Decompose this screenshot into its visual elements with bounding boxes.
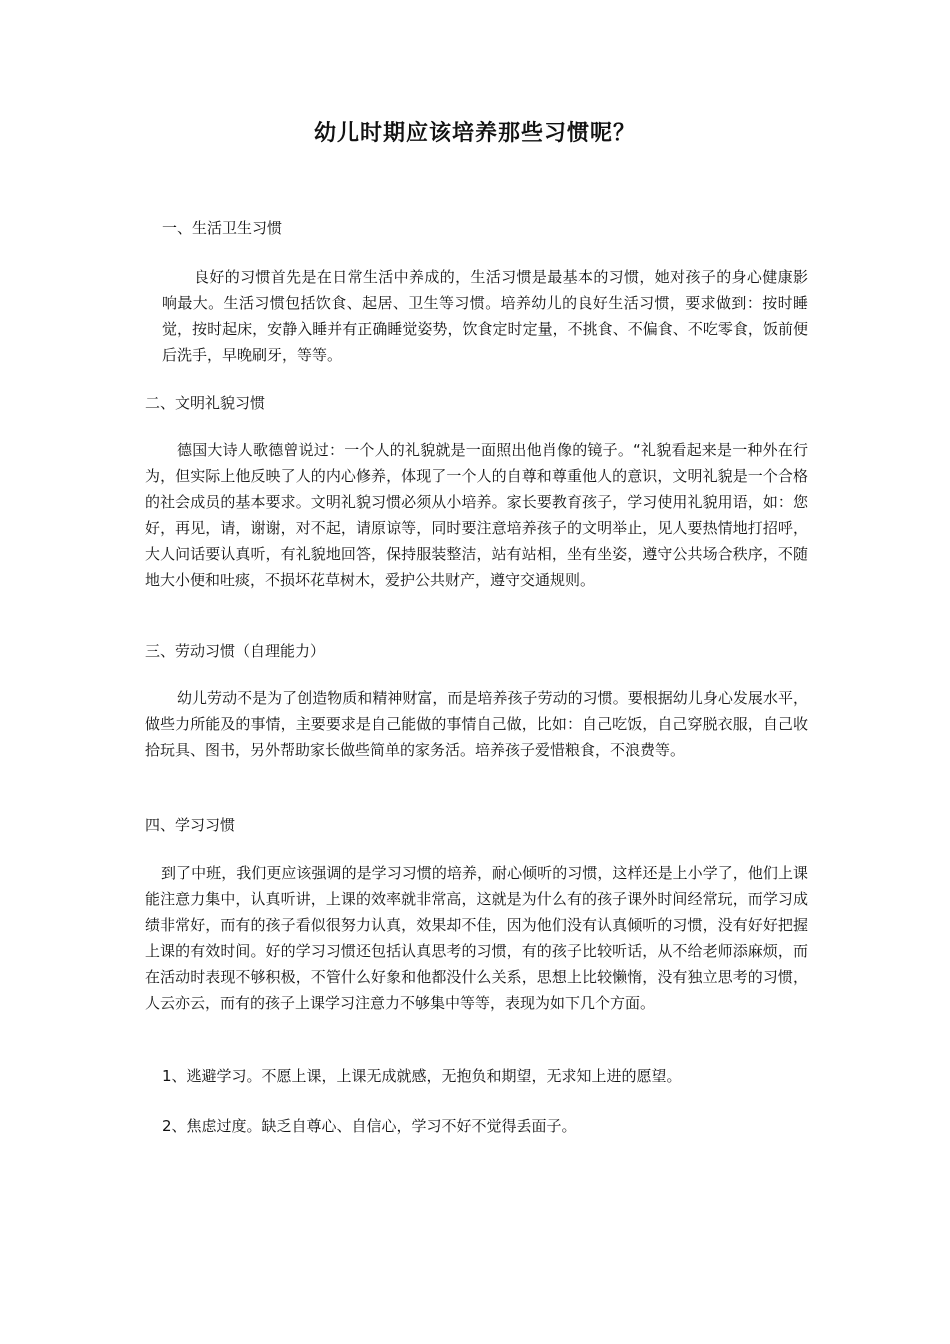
list-item: 1、逃避学习。不愿上课，上课无成就感，无抱负和期望，无求知上进的愿望。 — [162, 1067, 682, 1085]
section-heading-hygiene: 一、生活卫生习惯 — [162, 219, 283, 237]
section-body-study: 到了中班，我们更应该强调的是学习习惯的培养，耐心倾听的习惯，这样还是上小学了，他们上课能注意力集中，认真听讲，上课的效率就非常高，这就是为什么有的孩子课外时间经常玩，而学习成绩非常好，而有的孩子看似很努力认真，效果却不佳，因为他们没有认真倾听的习惯，没有好好把握上课的有效时间。好的学习习惯还包括认真思考的习惯，有的孩子比较听话，从不给老师添麻烦，而在活动时表现不够积极，不管什么好象和他都没什么关系，思想上比较懒惰，没有独立思考的习惯，人云亦云，而有的孩子上课学习注意力不够集中等等，表现为如下几个方面。 — [145, 864, 808, 1012]
section-heading-study: 四、学习习惯 — [145, 816, 236, 834]
section-heading-labor: 三、劳动习惯（自理能力） — [145, 642, 326, 660]
section-body-labor: 幼儿劳动不是为了创造物质和精神财富，而是培养孩子劳动的习惯。要根据幼儿身心发展水平，做些力所能及的事情，主要要求是自己能做的事情自己做，比如：自己吃饭，自己穿脱衣服，自己收拾玩具、图书，另外帮助家长做些简单的家务活。培养孩子爱惜粮食，不浪费等。 — [145, 689, 808, 759]
section-body-hygiene: 良好的习惯首先是在日常生活中养成的，生活习惯是最基本的习惯，她对孩子的身心健康影响最大。生活习惯包括饮食、起居、卫生等习惯。培养幼儿的良好生活习惯，要求做到：按时睡觉，按时起床，安静入睡并有正确睡觉姿势，饮食定时定量，不挑食、不偏食、不吃零食，饭前便后洗手，早晚刷牙，等等。 — [162, 268, 808, 364]
list-item: 2、焦虑过度。缺乏自尊心、自信心，学习不好不觉得丢面子。 — [162, 1117, 577, 1135]
section-body-manners: 德国大诗人歌德曾说过：一个人的礼貌就是一面照出他肖像的镜子。“礼貌看起来是一种外在行为，但实际上他反映了人的内心修养，体现了一个人的自尊和尊重他人的意识，文明礼貌是一个合格的社会成员的基本要求。文明礼貌习惯必须从小培养。家长要教育孩子，学习使用礼貌用语，如：您好，再见，请，谢谢，对不起，请原谅等，同时要注意培养孩子的文明举止，见人要热情地打招呼，大人问话要认真听，有礼貌地回答，保持服装整洁，站有站相，坐有坐姿，遵守公共场合秩序，不随地大小便和吐痰，不损坏花草树木，爱护公共财产，遵守交通规则。 — [145, 441, 808, 589]
document-title: 幼儿时期应该培养那些习惯呢？ — [313, 121, 636, 146]
section-heading-manners: 二、文明礼貌习惯 — [145, 394, 266, 412]
